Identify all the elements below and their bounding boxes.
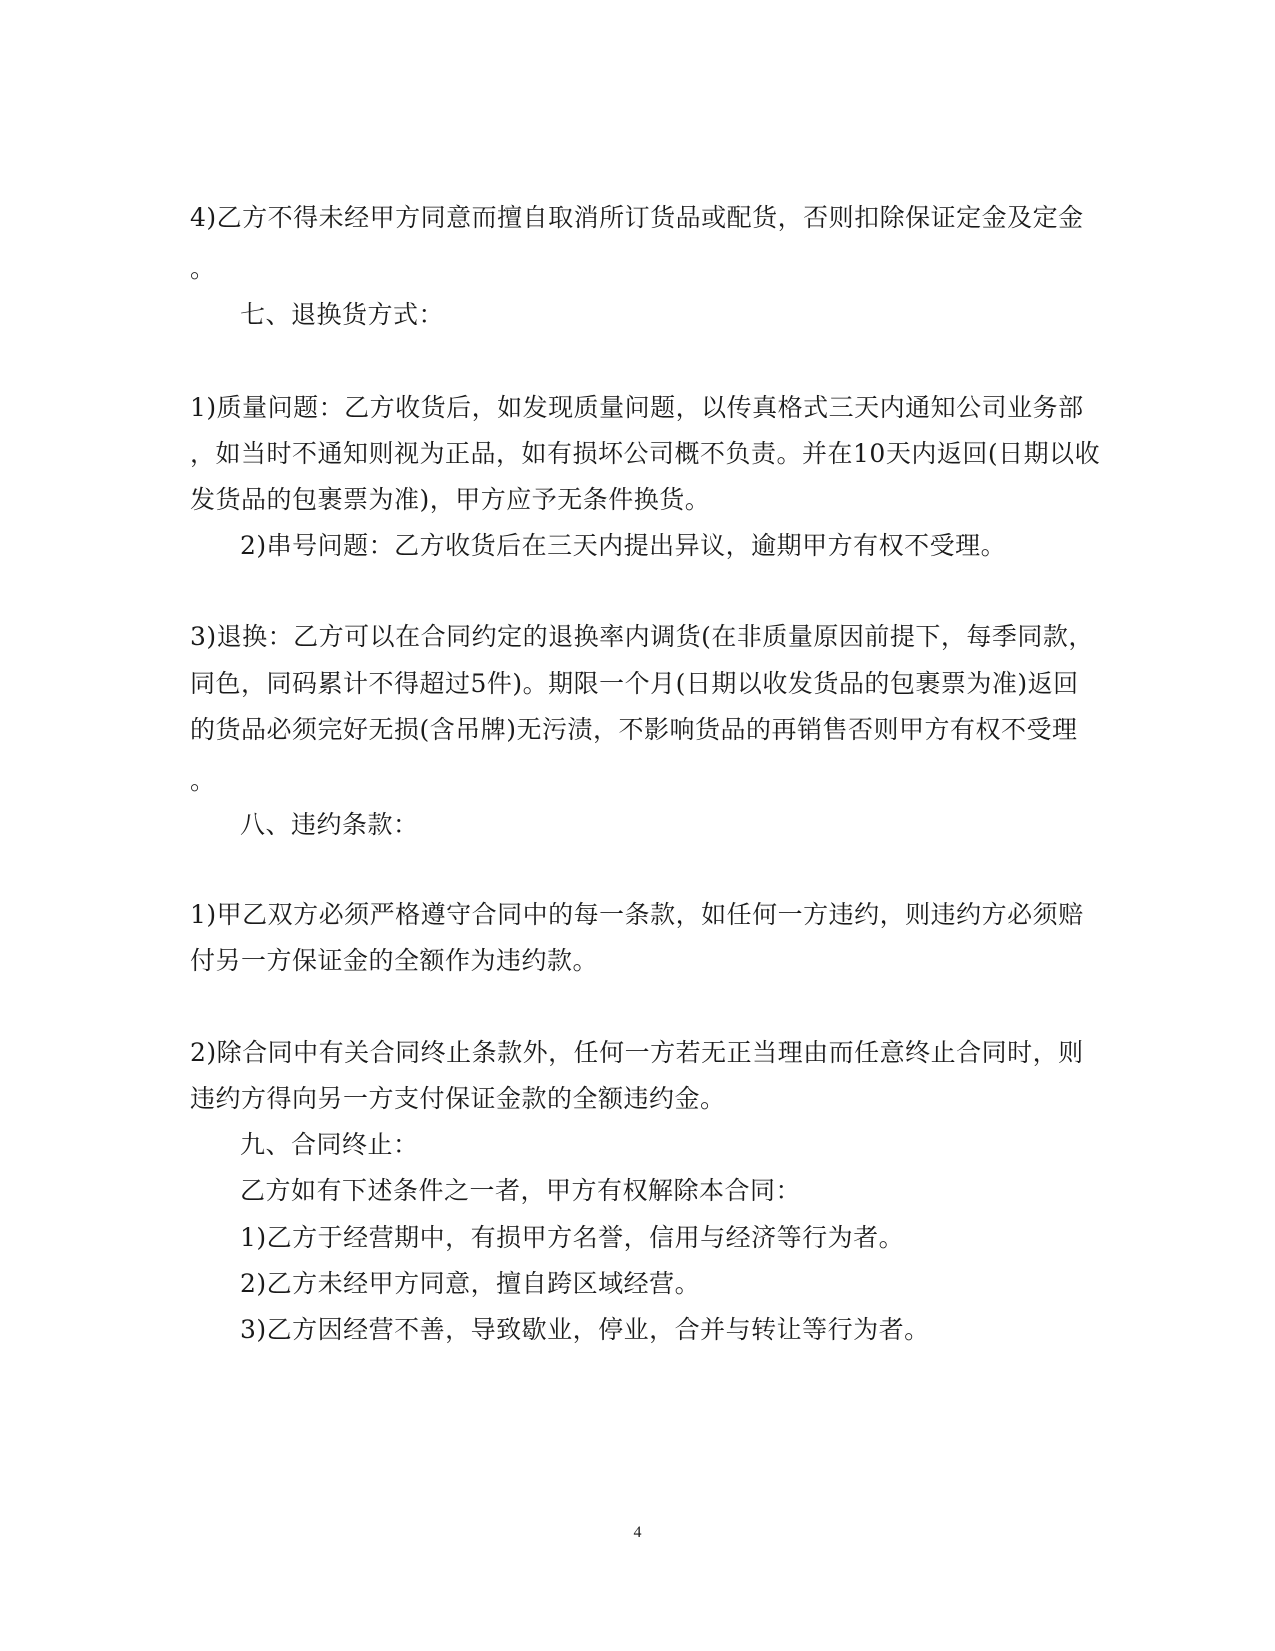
paragraph-line: 。 xyxy=(190,766,216,795)
paragraph-line: 付另一方保证金的全额作为违约款。 xyxy=(190,946,599,975)
paragraph-line: 1)甲乙双方必须严格遵守合同中的每一条款，如任何一方违约，则违约方必须赔 xyxy=(190,900,1084,929)
section-heading: 八、违约条款： xyxy=(240,810,419,839)
paragraph-line: 1)质量问题：乙方收货后，如发现质量问题，以传真格式三天内通知公司业务部 xyxy=(190,393,1084,422)
paragraph-line: 3)乙方因经营不善，导致歇业，停业，合并与转让等行为者。 xyxy=(240,1315,930,1344)
paragraph-line: 发货品的包裹票为准)，甲方应予无条件换货。 xyxy=(190,485,711,514)
paragraph-line: 。 xyxy=(190,254,216,283)
paragraph-line: 3)退换：乙方可以在合同约定的退换率内调货(在非质量原因前提下，每季同款， xyxy=(190,622,1094,651)
paragraph-line: 2)串号问题：乙方收货后在三天内提出异议，逾期甲方有权不受理。 xyxy=(240,531,1007,560)
section-heading: 七、退换货方式： xyxy=(240,300,445,329)
paragraph-line: 的货品必须完好无损(含吊牌)无污渍，不影响货品的再销售否则甲方有权不受理 xyxy=(190,715,1078,744)
paragraph-line: 4)乙方不得未经甲方同意而擅自取消所订货品或配货，否则扣除保证定金及定金 xyxy=(190,203,1084,232)
paragraph-line: 2)除合同中有关合同终止条款外，任何一方若无正当理由而任意终止合同时，则 xyxy=(190,1038,1084,1067)
page-number: 4 xyxy=(633,1524,642,1541)
section-heading: 九、合同终止： xyxy=(240,1130,419,1159)
paragraph-line: 2)乙方未经甲方同意，擅自跨区域经营。 xyxy=(240,1269,701,1298)
paragraph-line: 违约方得向另一方支付保证金款的全额违约金。 xyxy=(190,1084,726,1113)
paragraph-line: 同色，同码累计不得超过5件)。期限一个月(日期以收发货品的包裹票为准)返回 xyxy=(190,669,1079,698)
paragraph-line: ，如当时不通知则视为正品，如有损坏公司概不负责。并在10天内返回(日期以收 xyxy=(190,439,1101,468)
paragraph-line: 1)乙方于经营期中，有损甲方名誉，信用与经济等行为者。 xyxy=(240,1223,905,1252)
paragraph-line: 乙方如有下述条件之一者，甲方有权解除本合同： xyxy=(240,1176,802,1205)
